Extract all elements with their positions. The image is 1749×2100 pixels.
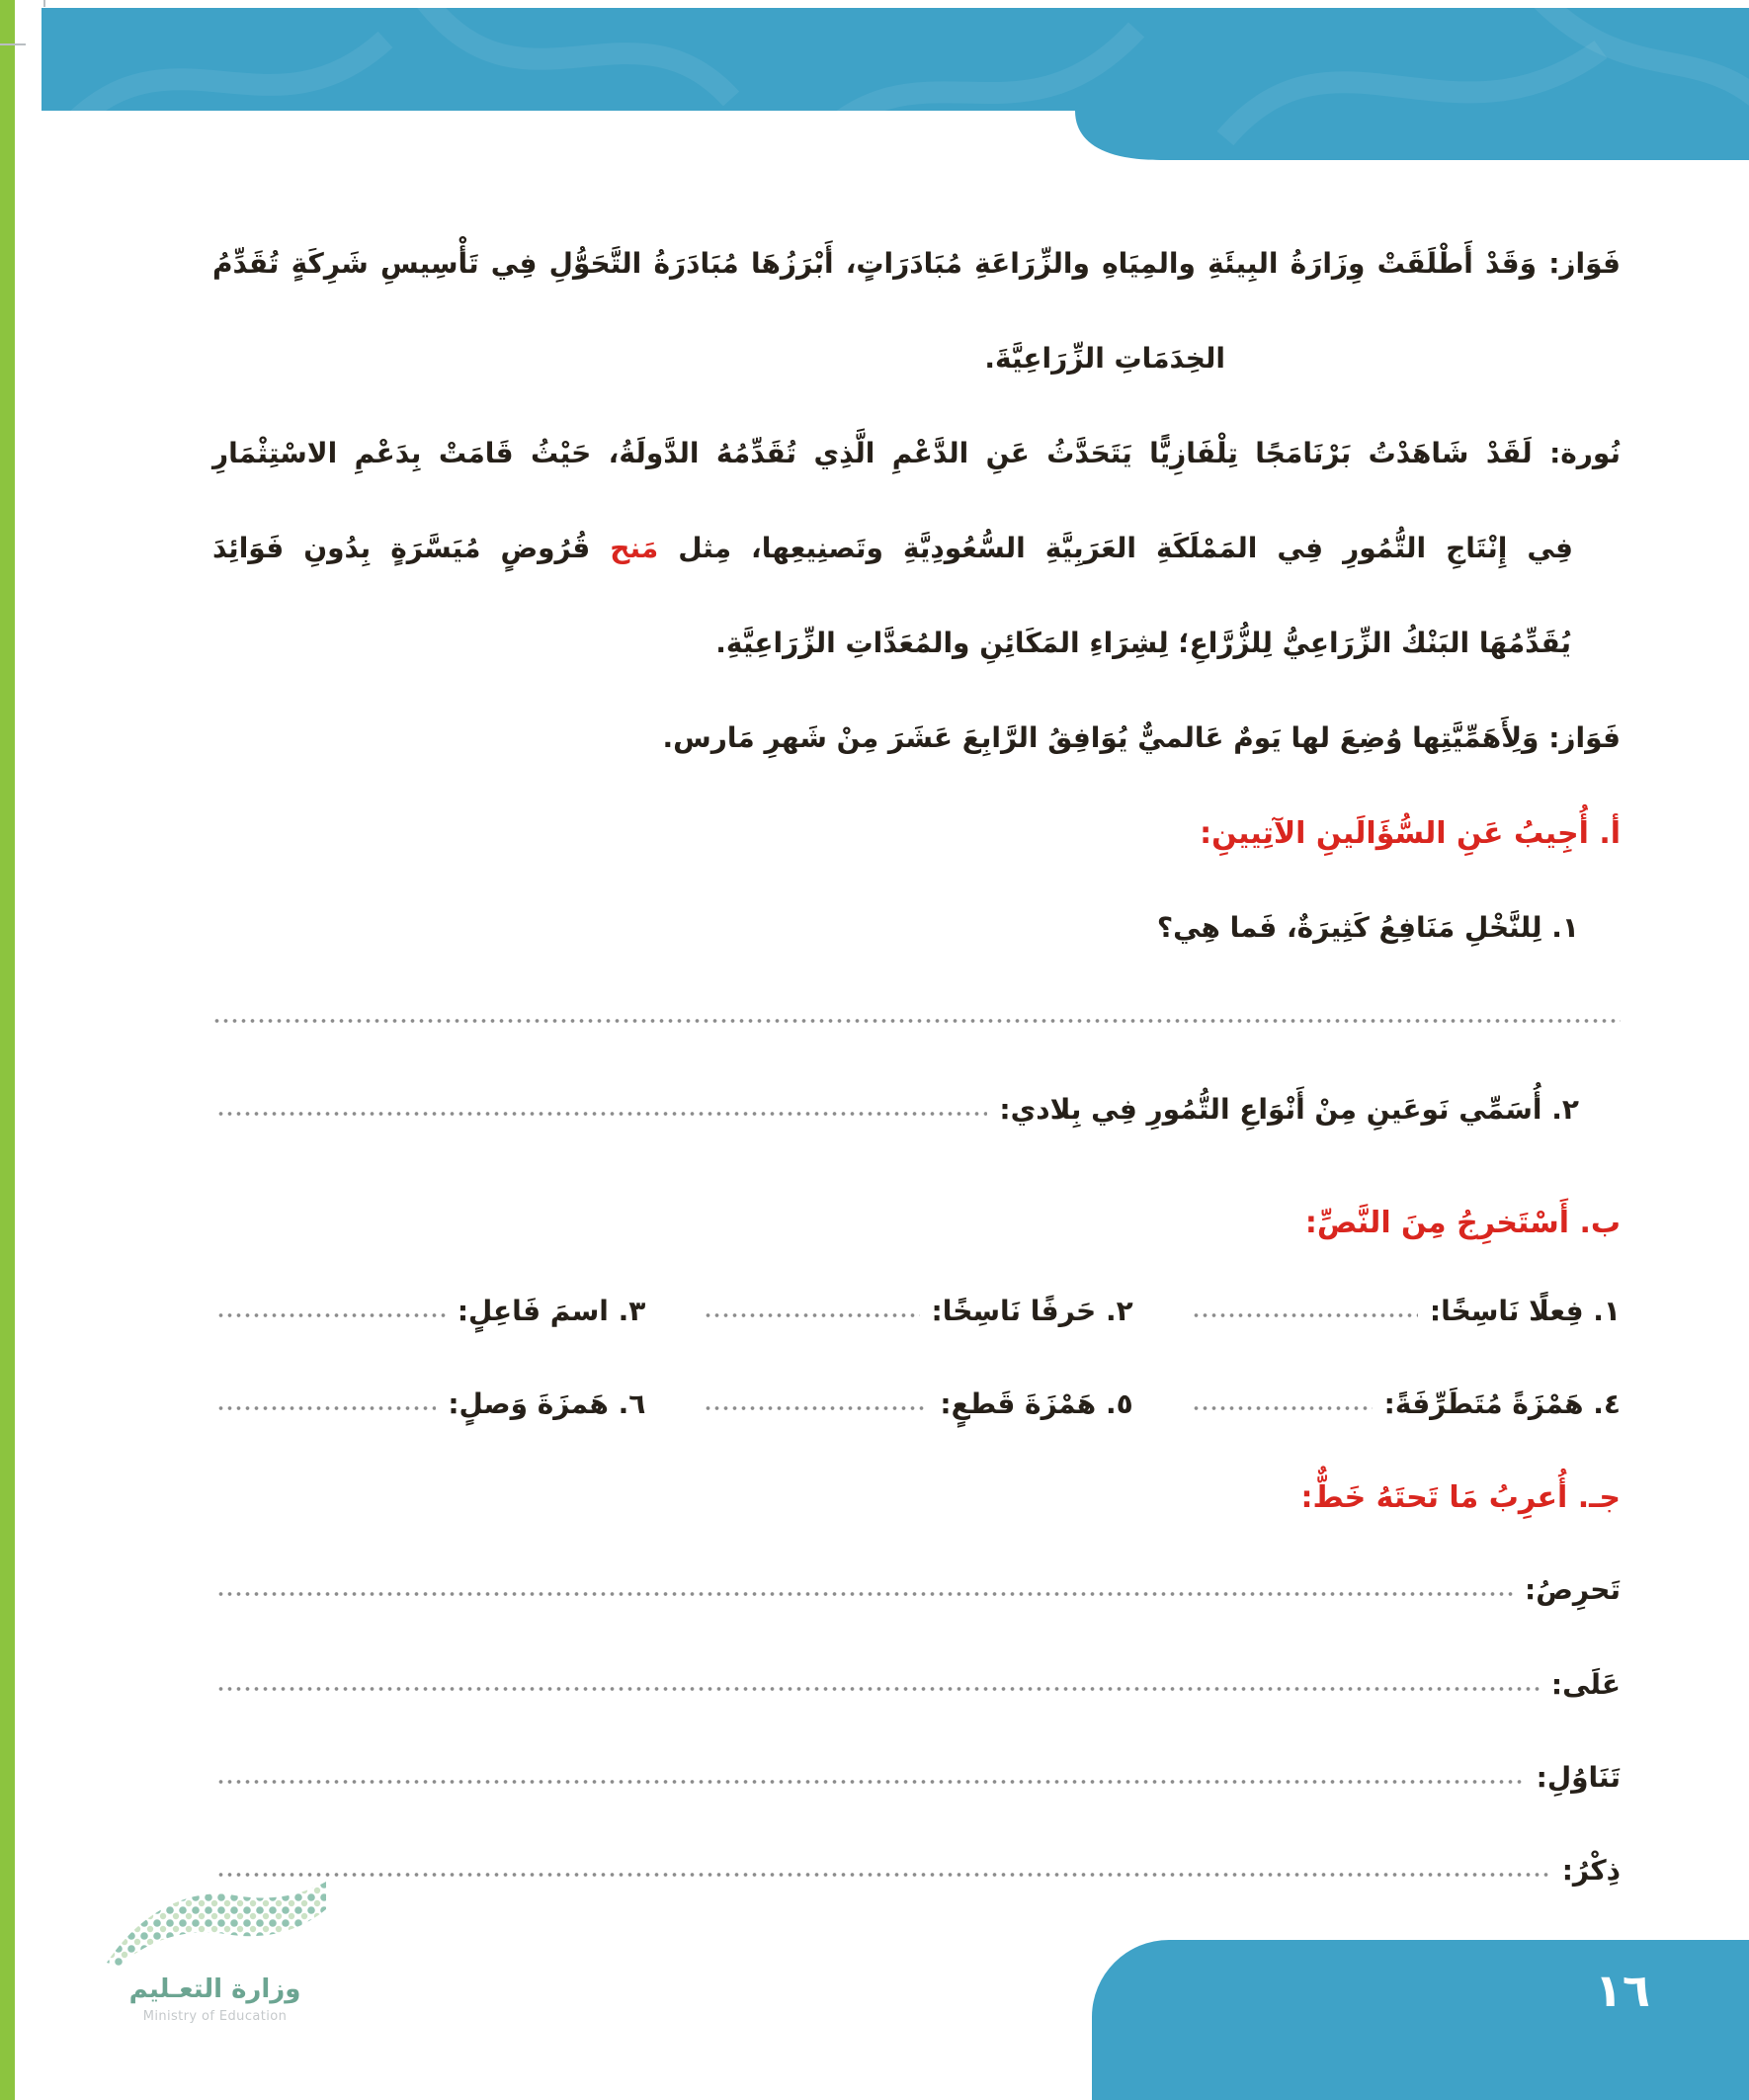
extract-item-6-answer-line bbox=[216, 1405, 436, 1411]
green-accent-strip bbox=[0, 0, 15, 2100]
parse-item-3-answer-line bbox=[216, 1779, 1525, 1785]
question-2-answer-line bbox=[216, 1111, 987, 1117]
page-number-tab bbox=[1092, 1940, 1749, 2100]
question-2-label: ٢. أُسَمِّي نَوعَينِ مِنْ أَنْوَاعِ التُّمُورِ فِي بِلادي: bbox=[999, 1093, 1579, 1126]
extract-item-1-answer-line bbox=[1192, 1312, 1418, 1318]
question-2 bbox=[212, 1093, 1621, 1126]
extract-item-2-answer-line bbox=[704, 1312, 919, 1318]
extract-item-3 bbox=[212, 1295, 645, 1327]
highlighted-word: مَنح bbox=[610, 532, 659, 564]
logo-arabic-wordmark: وزارة التعـليم bbox=[128, 1974, 301, 2004]
dialogue-noura-line-1: نُورة: لَقَدْ شَاهَدْتُ بَرْنَامَجًا تِلْفَازِيًّا يَتَحَدَّثُ عَنِ الدَّعْمِ الَّذِي تُقَدِّمُهُ الدَّولَةُ، حَيْثُ قَامَتْ بِدَعْمِ الاسْتِثْمَارِ bbox=[212, 437, 1621, 469]
extract-item-4 bbox=[1188, 1387, 1621, 1420]
dialogue-fawaz-line-2: الخِدَمَاتِ الزِّرَاعِيَّةَ. bbox=[984, 342, 1225, 375]
parse-item-1-answer-line bbox=[216, 1591, 1513, 1597]
parse-item-2-answer-line bbox=[216, 1686, 1540, 1692]
extract-item-6 bbox=[212, 1387, 645, 1420]
noura-line-2-text: قُرُوضٍ مُيَسَّرَةٍ بِدُونِ فَوَائِدَ bbox=[212, 532, 591, 564]
parse-item-2 bbox=[212, 1668, 1621, 1701]
extract-item-3-label: ٣. اسمَ فَاعِلٍ: bbox=[457, 1295, 646, 1327]
extract-item-4-label: ٤. هَمْزَةً مُتَطَرِّفَةً: bbox=[1383, 1387, 1621, 1420]
page-number: ١٦ bbox=[1594, 1964, 1650, 2017]
section-b-header: ب. أَسْتَخرِجُ مِنَ النَّصِّ: bbox=[1304, 1206, 1621, 1240]
parse-item-2-label: عَلَى: bbox=[1550, 1668, 1621, 1701]
parse-item-1 bbox=[212, 1573, 1621, 1606]
extract-row-2 bbox=[212, 1387, 1621, 1420]
header-band bbox=[0, 0, 1749, 168]
question-1: ١. لِلنَّخْلِ مَنَافِعُ كَثِيرَةٌ، فَما هِي؟ bbox=[1156, 911, 1579, 944]
extract-item-5-label: ٥. هَمْزَةَ قَطعٍ: bbox=[940, 1387, 1133, 1420]
extract-row-1 bbox=[212, 1295, 1621, 1327]
extract-item-3-answer-line bbox=[216, 1312, 446, 1318]
section-c-header: جـ. أُعرِبُ مَا تَحتَهُ خَطٌّ: bbox=[1300, 1480, 1621, 1515]
logo-english-wordmark: Ministry of Education bbox=[142, 2009, 288, 2024]
extract-item-2 bbox=[700, 1295, 1132, 1327]
parse-item-3-label: تَنَاوُلِ: bbox=[1536, 1761, 1621, 1794]
dialogue-fawaz-line-3: فَوَاز: وَلِأَهَمِّيَّتِها وُضِعَ لها يَومٌ عَالميٌّ يُوَافِقُ الرَّابِعَ عَشَرَ مِنْ شَهرِ مَارس. bbox=[662, 721, 1621, 754]
extract-item-6-label: ٦. هَمزَةَ وَصلٍ: bbox=[448, 1387, 646, 1420]
parse-item-4-label: ذِكْرُ: bbox=[1561, 1854, 1621, 1887]
extract-item-1-label: ١. فِعلًا نَاسِخًا: bbox=[1429, 1295, 1621, 1327]
extract-item-5 bbox=[700, 1387, 1132, 1420]
parse-item-4 bbox=[212, 1854, 1621, 1887]
parse-item-3 bbox=[212, 1761, 1621, 1794]
extract-item-2-label: ٢. حَرفًا نَاسِخًا: bbox=[931, 1295, 1133, 1327]
dialogue-noura-line-3: يُقَدِّمُهَا البَنْكُ الزِّرَاعِيُّ لِلزُّرَّاعِ؛ لِشِرَاءِ المَكَائِنِ والمُعَدَّاتِ الزِّرَاعِيَّةِ. bbox=[715, 627, 1571, 659]
extract-item-5-answer-line bbox=[704, 1405, 928, 1411]
parse-item-1-label: تَحرِصُ: bbox=[1525, 1573, 1621, 1606]
extract-item-1 bbox=[1188, 1295, 1621, 1327]
noura-line-2-text: فِي إِنْتَاجِ التُّمُورِ فِي المَمْلَكَةِ العَرَبِيَّةِ السُّعُودِيَّةِ وتَصنِيعِها، مِثل bbox=[678, 532, 1574, 564]
logo-dots-pattern bbox=[101, 1880, 330, 1969]
parse-item-4-answer-line bbox=[216, 1872, 1550, 1878]
dialogue-fawaz-line-1: فَوَاز: وَقَدْ أَطْلَقَتْ وِزَارَةُ البِيئَةِ والمِيَاهِ والزِّرَاعَةِ مُبَادَرَاتٍ، أَبْرَزُهَا مُبَادَرَةُ التَّحَوُّلِ فِي تَأْسِيسِ شَرِكَةٍ تُقَدِّمُ bbox=[212, 247, 1621, 280]
section-a-header: أ. أُجِيبُ عَنِ السُّؤَالَينِ الآتِيينِ: bbox=[1200, 816, 1621, 851]
extract-item-4-answer-line bbox=[1192, 1405, 1373, 1411]
question-1-answer-line bbox=[212, 1018, 1621, 1024]
ministry-of-education-logo bbox=[94, 1880, 336, 2024]
dialogue-noura-line-2 bbox=[212, 532, 1621, 564]
